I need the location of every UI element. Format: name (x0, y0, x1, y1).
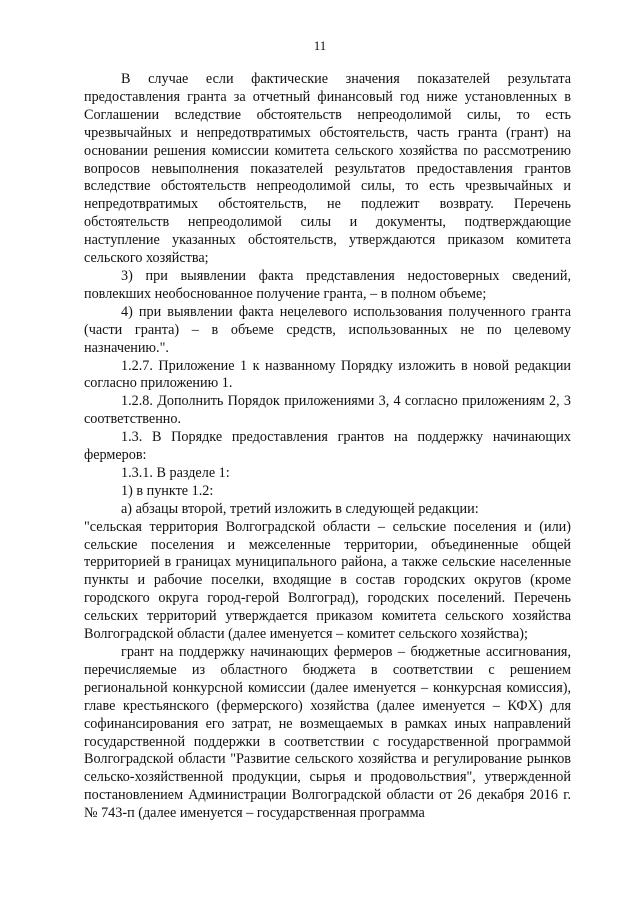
paragraph-grant-definition: грант на поддержку начинающих фермеров – бюджетные ассигнования, перечисляемые из областного бюджета в соответствии с решением региональной конкурсной комиссии (далее именуется – конкурсная комиссия), главе крестьянского (фермерского) хозяйства (далее именуется – КФХ) для софинансирования его затрат, не возмещаемых в рамках иных направлений государственной поддержки в соответствии с государственной программой Волгоградской области "Развитие сельского хозяйства и регулирование рынков сельско-хозяйственной продукции, сырья и продовольствия", утвержденной постановлением Администрации Волгоградской области от 26 декабря 2016 г. № 743-п (далее именуется – государственная программа (84, 644, 571, 822)
paragraph-1-2-8: 1.2.8. Дополнить Порядок приложениями 3, 4 согласно приложениям 2, 3 соответственно. (84, 393, 571, 428)
document-body (84, 71, 571, 823)
paragraph-1-3-1: 1.3.1. В разделе 1: (121, 464, 230, 481)
paragraph-item-4: 4) при выявлении факта нецелевого использования полученного гранта (части гранта) – в объеме средств, использованных не по целевому назначению.". (84, 303, 571, 356)
paragraph-subpoint-a: а) абзацы второй, третий изложить в следующей редакции: (121, 500, 479, 517)
paragraph-rural-territory: "сельская территория Волгоградской области – сельские поселения и (или) сельские поселения и межселенные территории, объединенные общей территорией в границах муниципального района, а также сельские населенные пункты и рабочие поселки, входящие в состав городских округов (кроме городского округа город-герой Волгоград), городских поселений. Перечень сельских территорий утверждается приказом комитета сельского хозяйства Волгоградской области (далее именуется – комитет сельского хозяйства); (84, 518, 571, 643)
paragraph-force-majeure: В случае если фактические значения показателей результата предоставления гранта за отчетный финансовый год ниже установленных в Соглашении вследствие обстоятельств непреодолимой силы, то есть чрезвычайных и непредотвратимых обстоятельств, часть гранта (грант) на основании решения комиссии комитета сельского хозяйства по рассмотрению вопросов невыполнения показателей результатов предоставления грантов вследствие обстоятельств непреодолимой силы, то есть чрезвычайных и непредотвратимых обстоятельств, не подлежит возврату. Перечень обстоятельств непреодолимой силы и документы, подтверждающие наступление указанных обстоятельств, утверждаются приказом комитета сельского хозяйства; (84, 71, 571, 267)
paragraph-item-3: 3) при выявлении факта представления недостоверных сведений, повлекших необоснованное получение гранта, – в полном объеме; (84, 267, 571, 302)
paragraph-1-3: 1.3. В Порядке предоставления грантов на поддержку начинающих фермеров: (84, 429, 571, 464)
page-number: 11 (313, 38, 327, 53)
paragraph-1-2-7: 1.2.7. Приложение 1 к названному Порядку изложить в новой редакции согласно приложению 1. (84, 357, 571, 392)
paragraph-point-1-2: 1) в пункте 1.2: (121, 482, 214, 499)
